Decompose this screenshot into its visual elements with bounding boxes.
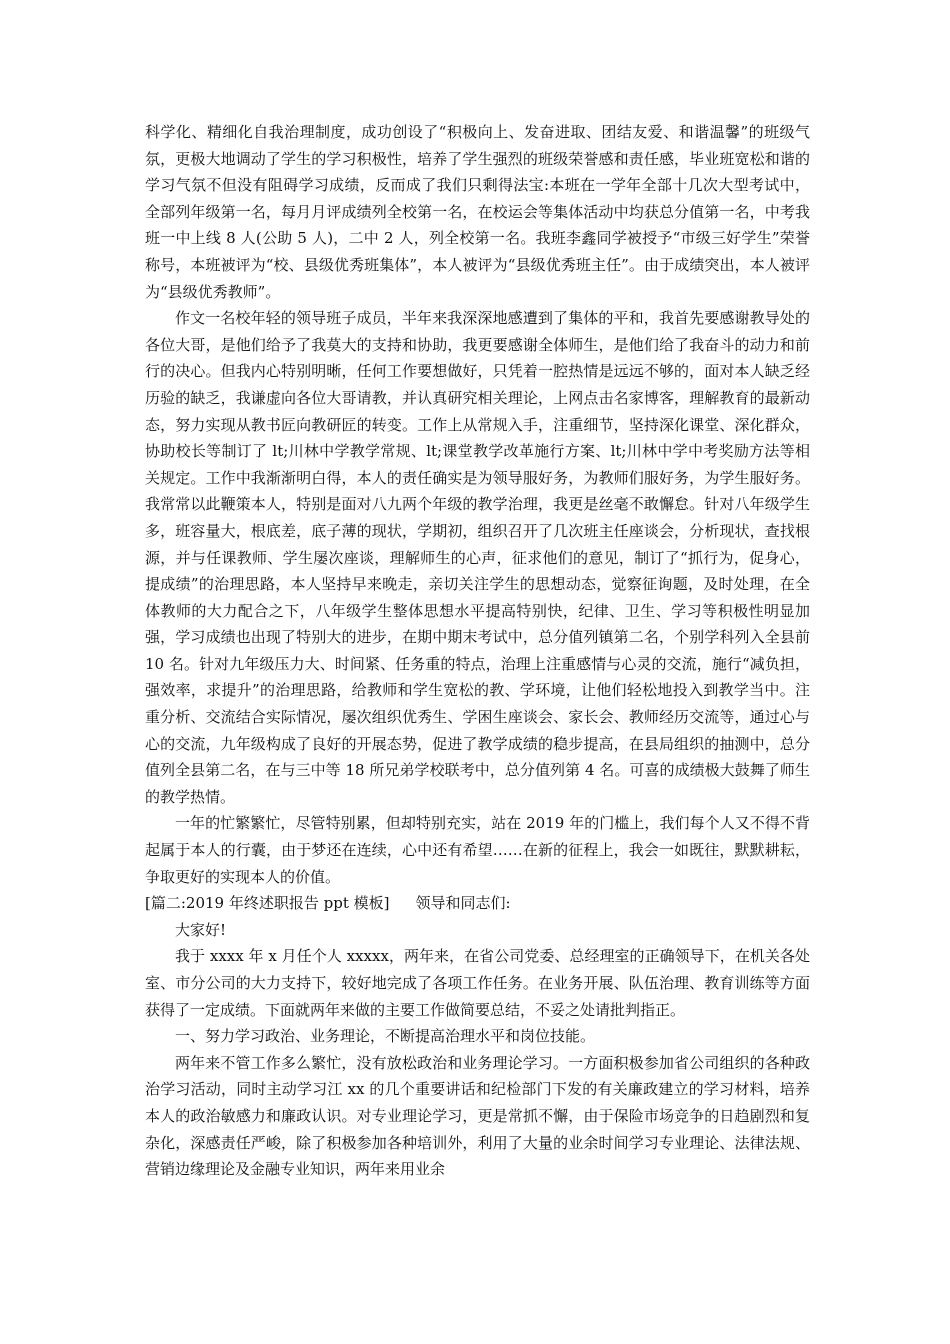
section-title: [篇二:2019 年终述职报告 ppt 模板] (145, 894, 390, 913)
paragraph-work-overview: 我于 xxxx 年 x 月任个人 xxxxx，两年来，在省公司党委、总经理室的正确领导下，在机关各处室、市分公司的大力支持下，较好地完成了各项工作任务。在业务开展、队伍治理、教育训练等方面获得了一定成绩。下面就两年来做的主要工作做简要总结，不妥之处请批判指正。 (145, 947, 810, 1019)
section-heading-line (145, 890, 810, 917)
paragraph-year-summary: 一年的忙繁繁忙，尽管特别累，但却特别充实，站在 2019 年的门槛上，我们每个人又不得不背起属于本人的行囊，由于梦还在连续，心中还有希望……在新的征程上，我会一如既往，默默耕耘，争取更好的实现本人的价值。 (145, 814, 810, 886)
document-body (145, 119, 810, 1183)
greeting: 大家好! (175, 920, 227, 939)
paragraph-teaching-management: 作文一名校年轻的领导班子成员，半年来我深深地感遭到了集体的平和，我首先要感谢教导处的各位大哥，是他们给予了我莫大的支持和协助，我更要感谢全体师生，是他们给了我奋斗的动力和前行的决心。但我内心特别明晰，任何工作要想做好，只凭着一腔热情是远远不够的，面对本人缺乏经历验的缺乏，我谦虚向各位大哥请教，并认真研究相关理论，上网点击名家博客，理解教育的最新动态，努力实现从教书匠向教研匠的转变。工作上从常规入手，注重细节，坚持深化课堂、深化群众，协助校长等制订了 lt;川林中学教学常规、lt;课堂教学改革施行方案、lt;川林中学中考奖励方法等相关规定。工作中我渐渐明白得，本人的责任确实是为领导服好务，为教师们服好务，为学生服好务。我常常以此鞭策本人，特别是面对八九两个年级的教学治理，我更是丝毫不敢懈怠。针对八年级学生多，班容量大，根底差，底子薄的现状，学期初，组织召开了几次班主任座谈会，分析现状，查找根源，并与任课教师、学生屡次座谈，理解师生的心声，征求他们的意见，制订了“抓行为，促身心，提成绩”的治理思路，本人坚持早来晚走，亲切关注学生的思想动态，觉察征询题，及时处理，在全体教师的大力配合之下，八年级学生整体思想水平提高特别快，纪律、卫生、学习等积极性明显加强，学习成绩也出现了特别大的进步，在期中期末考试中，总分值列镇第二名，个别学科列入全县前 10 名。针对九年级压力大、时间紧、任务重的特点，治理上注重感情与心灵的交流，施行“减负担，强效率，求提升”的治理思路，给教师和学生宽松的教、学环境，让他们轻松地投入到教学当中。注重分析、交流结合实际情况，屡次组织优秀生、学困生座谈会、家长会、教师经历交流等，通过心与心的交流，九年级构成了良好的开展态势，促进了教学成绩的稳步提高，在县局组织的抽测中，总分值列全县第二名，在与三中等 18 所兄弟学校联考中，总分值列第 4 名。可喜的成绩极大鼓舞了师生的教学热情。 (145, 309, 810, 806)
section-heading-study: 一、努力学习政治、业务理论，不断提高治理水平和岗位技能。 (175, 1027, 596, 1046)
paragraph-study-details: 两年来不管工作多么繁忙，没有放松政治和业务理论学习。一方面积极参加省公司组织的各种政治学习活动，同时主动学习江 xx 的几个重要讲话和纪检部门下发的有关廉政建立的学习材料，培养本人的政治敏感力和廉政认识。对专业理论学习，更是常抓不懈，由于保险市场竞争的日趋剧烈和复杂化，深感责任严峻，除了积极参加各种培训外，利用了大量的业余时间学习专业理论、法律法规、营销边缘理论及金融专业知识，两年来用业余 (145, 1053, 810, 1179)
paragraph-class-achievements: 科学化、精细化自我治理制度，成功创设了“积极向上、发奋进取、团结友爱、和谐温馨”的班级气氛，更极大地调动了学生的学习积极性，培养了学生强烈的班级荣誉感和责任感，毕业班宽松和谐的学习气氛不但没有阻碍学习成绩，反而成了我们只剩得法宝:本班在一学年全部十几次大型考试中，全部列年级第一名，每月月评成绩列全校第一名，在校运会等集体活动中均获总分值第一名，中考我班一中上线 8 人(公助 5 人)，二中 2 人，列全校第一名。我班李鑫同学被授予“市级三好学生”荣誉称号，本班被评为“校、县级优秀班集体”，本人被评为“县级优秀班主任”。由于成绩突出，本人被评为“县级优秀教师”。 (145, 123, 810, 301)
salutation: 领导和同志们: (415, 894, 511, 913)
